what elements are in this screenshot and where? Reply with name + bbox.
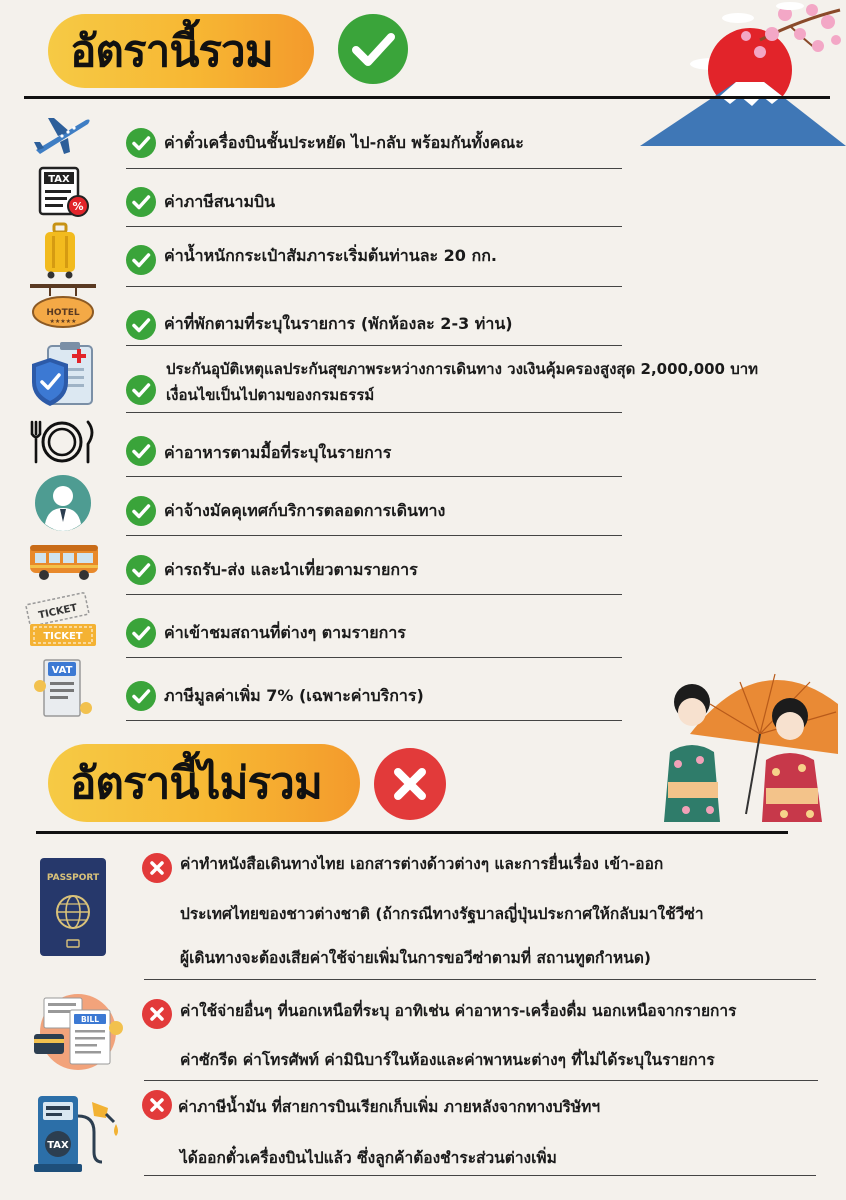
included-item-10-divider [126,720,622,721]
included-item-2-check-icon [126,187,156,217]
included-item-1-divider [126,168,622,169]
included-item-3-check-icon [126,245,156,275]
excluded-cross-icon [374,748,446,820]
tax-label: TAX [48,174,70,185]
included-item-6-divider [126,476,622,477]
included-item-7-divider [126,535,622,536]
bus-icon [28,542,100,582]
included-item-5-check-icon [126,375,156,405]
luggage-icon [42,222,78,280]
excluded-item-3-divider [144,1175,816,1176]
included-item-6-check-icon [126,436,156,466]
included-item-2-divider [126,226,622,227]
included-item-8-text: ค่ารถรับ-ส่ง และนำเที่ยวตามรายการ [164,560,418,579]
included-divider [24,96,830,99]
included-item-9-divider [126,657,622,658]
included-item-9-check-icon [126,618,156,648]
included-item-2-text: ค่าภาษีสนามบิน [164,192,276,211]
included-item-10-text: ภาษีมูลค่าเพิ่ม 7% (เฉพาะค่าบริการ) [164,686,424,705]
included-item-7-check-icon [126,496,156,526]
included-item-10-check-icon [126,681,156,711]
included-heading: อัตรานี้รวม [70,26,273,77]
included-item-5-line-1: ประกันอุบัติเหตุแลประกันสุขภาพระหว่างการเดินทาง วงเงินคุ้มครองสูงสุด 2,000,000 บาท [166,360,759,378]
excluded-item-3-line-2: ได้ออกตั๋วเครื่องบินไปแล้ว ซึ่งลูกค้าต้องชำระส่วนต่างเพิ่ม [180,1149,557,1167]
included-item-8-check-icon [126,555,156,585]
passport-icon [38,856,108,958]
included-check-icon [338,14,408,84]
vat-receipt-icon [30,656,96,722]
included-item-8-divider [126,594,622,595]
included-item-3-text: ค่าน้ำหนักกระเป๋าสัมภาระเริ่มต้นท่านละ 20 กก. [164,246,497,265]
svg-text:%: % [72,200,84,213]
included-item-4-check-icon [126,310,156,340]
included-item-9-text: ค่าเข้าชมสถานที่ต่างๆ ตามรายการ [164,623,406,642]
included-item-4-divider [126,345,622,346]
excluded-item-2-cross-icon [142,999,172,1029]
included-item-3-divider [126,286,622,287]
excluded-item-1-line-1: ค่าทำหนังสือเดินทางไทย เอกสารต่างด้าวต่างๆ และการยื่นเรื่อง เข้า-ออก [180,855,664,873]
excluded-item-3-cross-icon [142,1090,172,1120]
insurance-shield-icon [28,342,98,408]
plate-cutlery-icon [26,420,98,464]
airplane-icon [30,110,92,158]
fuel-pump-tax-icon [32,1092,122,1174]
ticket-label-2: TICKET [43,631,83,642]
excluded-item-2-line-1: ค่าใช้จ่ายอื่นๆ ที่นอกเหนือที่ระบุ อาทิเช่น ค่าอาหาร-เครื่องดื่ม นอกเหนือจากรายการ [180,1002,737,1020]
ticket-icon [22,592,100,650]
included-item-6-text: ค่าอาหารตามมื้อที่ระบุในรายการ [164,443,392,462]
mount-fuji-illustration [640,0,846,150]
excluded-item-3-line-1: ค่าภาษีน้ำมัน ที่สายการบินเรียกเก็บเพิ่ม ภายหลังจากทางบริษัทฯ [178,1098,601,1116]
excluded-item-2-line-2: ค่าซักรีด ค่าโทรศัพท์ ค่ามินิบาร์ในห้องและค่าพาหนะต่างๆ ที่ไม่ได้ระบุในรายการ [180,1051,715,1069]
excluded-divider [36,831,788,834]
included-item-1-check-icon [126,128,156,158]
hotel-sign-icon [28,282,98,332]
excluded-heading-pill [48,744,360,822]
excluded-item-2-divider [144,1080,818,1081]
included-item-7-text: ค่าจ้างมัคคุเทศก์บริการตลอดการเดินทาง [164,501,446,520]
fuel-tax-label: TAX [47,1140,69,1151]
excluded-item-1-line-2: ประเทศไทยของชาวต่างชาติ (ถ้ากรณีทางรัฐบาลญี่ปุ่นประกาศให้กลับมาใช้วีซ่า [180,905,704,923]
tax-document-icon [36,166,90,218]
tour-guide-avatar-icon [34,474,92,532]
bill-label: BILL [80,1015,100,1024]
excluded-heading: อัตรานี้ไม่รวม [70,758,322,809]
included-item-1-text: ค่าตั๋วเครื่องบินชั้นประหยัด ไป-กลับ พร้อมกันทั้งคณะ [164,133,524,152]
included-item-4-text: ค่าที่พักตามที่ระบุในรายการ (พักห้องละ 2-3 ท่าน) [164,314,513,333]
included-item-5-divider [126,412,622,413]
included-item-5-line-2: เงื่อนไขเป็นไปตามของกรมธรรม์ [166,386,375,404]
passport-label: PASSPORT [46,873,100,883]
excluded-item-1-divider [144,979,816,980]
hotel-label: HOTEL [46,308,80,318]
svg-text:★★★★★: ★★★★★ [49,318,77,325]
ticket-label-1: TICKET [37,602,79,622]
vat-label: VAT [51,665,73,676]
excluded-item-1-cross-icon [142,853,172,883]
excluded-item-1-line-3: ผู้เดินทางจะต้องเสียค่าใช้จ่ายเพิ่มในการขอวีซ่าตามที่ สถานทูตกำหนด) [180,949,651,967]
kimono-couple-illustration [650,664,840,822]
bill-icon [30,988,126,1072]
included-heading-pill [48,14,314,88]
